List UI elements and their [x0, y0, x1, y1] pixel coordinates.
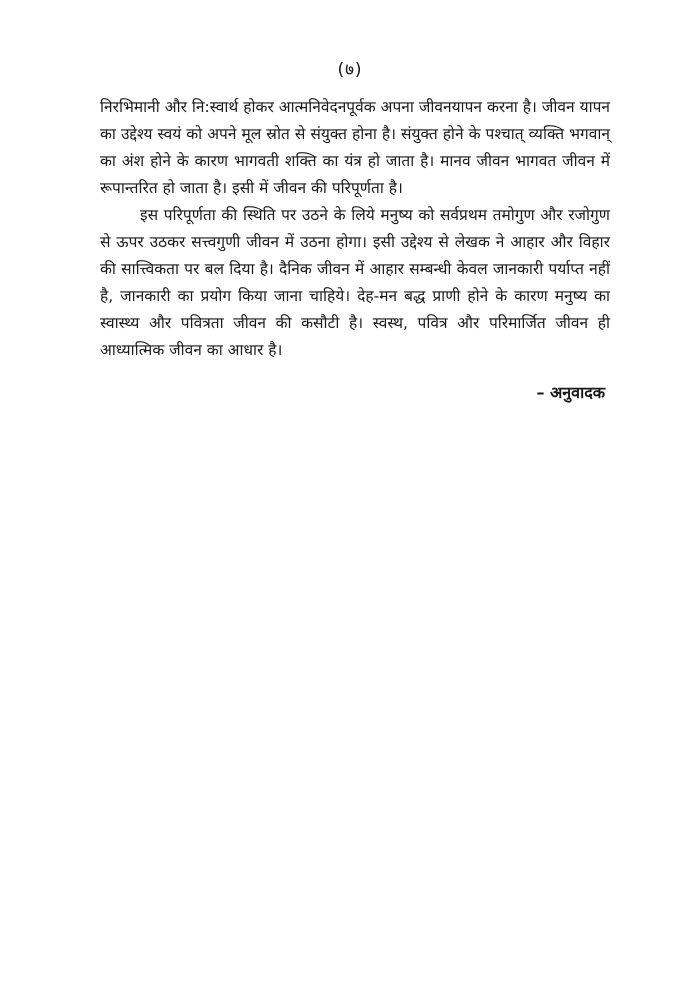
page-number: (७) [337, 60, 363, 80]
paragraph-2: इस परिपूर्णता की स्थिति पर उठने के लिये मनुष्य को सर्वप्रथम तमोगुण और रजोगुण से ऊपर उठकर सत्त्वगुणी जीवन में उठना होगा। इसी उद्देश्य से लेखक ने आहार और विहार की सात्त्विकता पर बल दिया है। दैनिक जीवन में आहार सम्बन्धी केवल जानकारी पर्याप्त नहीं है, जानकारी का प्रयोग किया जाना चाहिये। देह-मन बद्ध प्राणी होने के कारण मनुष्य का स्वास्थ्य और पवित्रता जीवन की कसौटी है। स्वस्थ, पवित्र और परिमार्जित जीवन ही आध्यात्मिक जीवन का आधार है। [100, 206, 610, 359]
body-text [100, 94, 610, 364]
paragraph-1: निरभिमानी और नि:स्वार्थ होकर आत्मनिवेदनपूर्वक अपना जीवनयापन करना है। जीवन यापन का उद्देश्य स्वयं को अपने मूल स्रोत से संयुक्त होना है। संयुक्त होने के पश्चात् व्यक्ति भगवान् का अंश होने के कारण भागवती शक्ति का यंत्र हो जाता है। मानव जीवन भागवत जीवन में रूपान्तरित हो जाता है। इसी में जीवन की परिपूर्णता है। [100, 98, 610, 197]
translator-signature: – अनुवादक [536, 383, 605, 402]
